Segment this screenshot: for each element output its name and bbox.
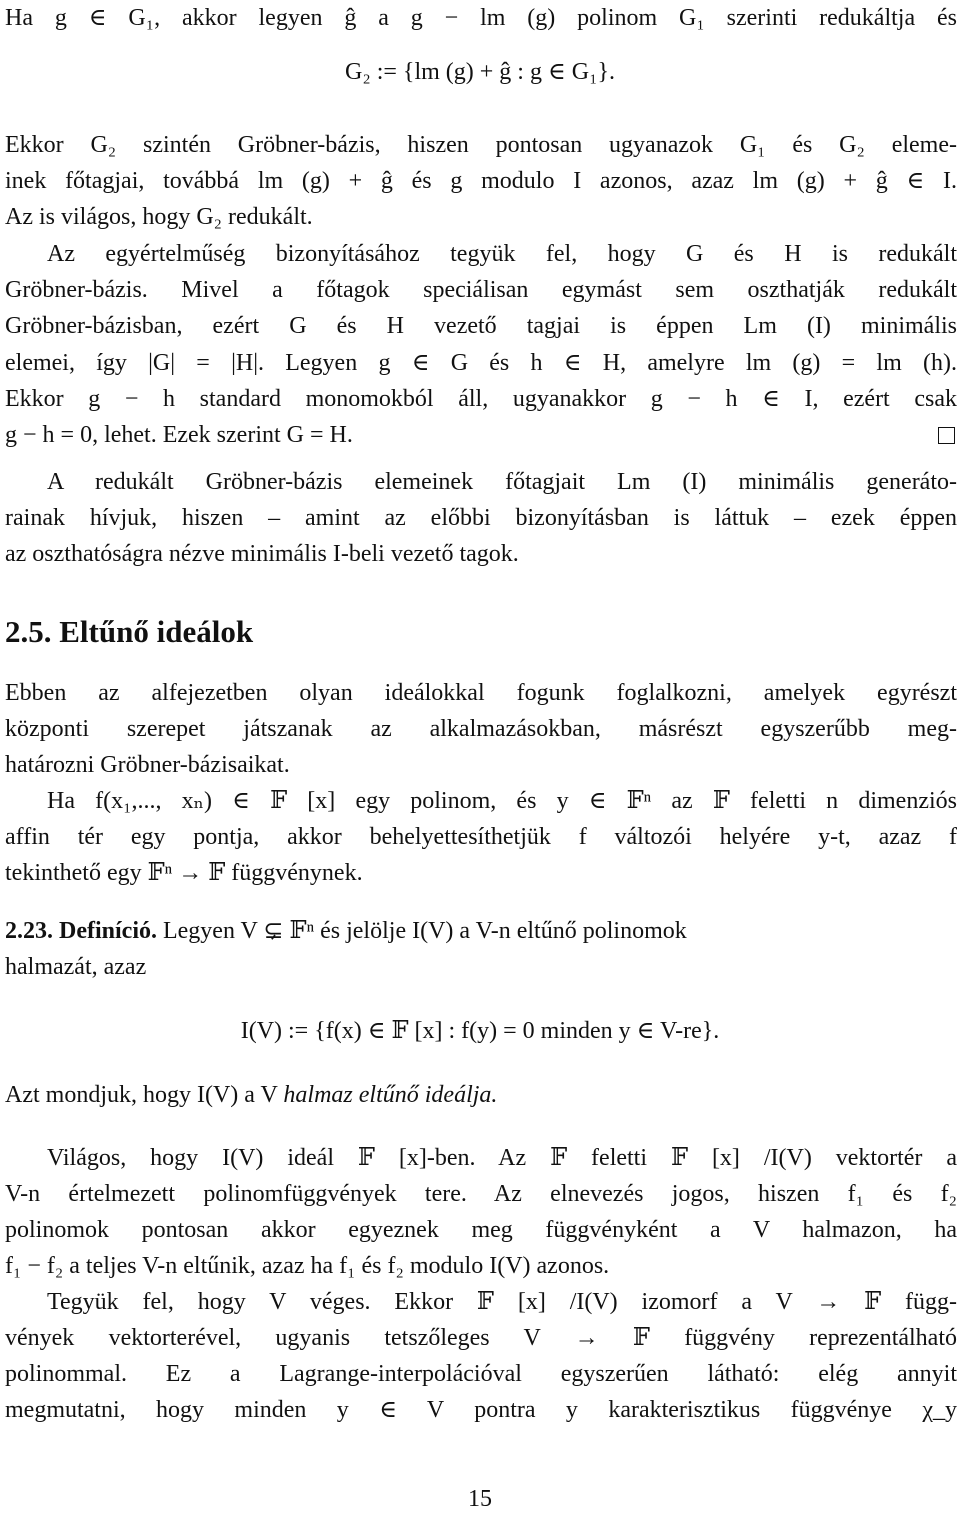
text-line: Gröbner-bázisban, ezért G és H vezető tagjai is éppen Lm (I) minimális (5, 313, 957, 339)
text-line: polinomok pontosan akkor egyeznek meg függvényként a V halmazon, ha (5, 1217, 957, 1243)
text-line: A redukált Gröbner-bázis elemeinek főtagjait Lm (I) minimális generáto- (47, 469, 957, 495)
definition-label: 2.23. Definíció. (5, 918, 157, 944)
text-line: határozni Gröbner-bázisaikat. (5, 752, 290, 778)
text-line: Ha g ∈ G₁, akkor legyen ĝ a g − lm (g) polinom G₁ szerinti redukáltja és (5, 5, 957, 31)
text-line: f₁ − f₂ a teljes V-n eltűnik, azaz ha f₁ és f₂ modulo I(V) azonos. (5, 1253, 610, 1279)
qed-box-icon (938, 427, 955, 444)
text-line: az oszthatóságra nézve minimális I-beli vezető tagok. (5, 541, 519, 567)
text-line: inek főtagjai, továbbá lm (g) + ĝ és g modulo I azonos, azaz lm (g) + ĝ ∈ I. (5, 168, 957, 194)
page-number: 15 (468, 1486, 492, 1512)
definition-text: Azt mondjuk, hogy I(V) a V (5, 1082, 284, 1108)
text-line: Az egyértelműség bizonyításához tegyük fel, hogy G és H is redukált (47, 241, 957, 267)
definition-line (5, 913, 957, 949)
text-line: vények vektorterével, ugyanis tetszőleges V → 𝔽 függvény reprezentálható (5, 1325, 957, 1351)
text-line: központi szerepet játszanak az alkalmazásokban, másrészt egyszerűbb meg- (5, 716, 957, 742)
section-heading: 2.5. Eltűnő ideálok (5, 614, 254, 649)
text-line: g − h = 0, lehet. Ezek szerint G = H. (5, 422, 353, 448)
text-line: Ekkor G₂ szintén Gröbner-bázis, hiszen pontosan ugyanazok G₁ és G₂ eleme- (5, 132, 957, 158)
text-line: megmutatni, hogy minden y ∈ V pontra y karakterisztikus függvénye χ_y (5, 1397, 957, 1423)
text-line: tekinthető egy 𝔽ⁿ → 𝔽 függvénynek. (5, 860, 363, 886)
text-line: halmazát, azaz (5, 954, 147, 980)
text-line: Ha f(x₁,..., xₙ) ∈ 𝔽 [x] egy polinom, és y ∈ 𝔽ⁿ az 𝔽 feletti n dimenziós (47, 788, 957, 814)
text-line: Világos, hogy I(V) ideál 𝔽 [x]-ben. Az 𝔽 feletti 𝔽 [x] /I(V) vektortér a (47, 1145, 958, 1171)
text-line: Tegyük fel, hogy V véges. Ekkor 𝔽 [x] /I(V) izomorf a V → 𝔽 függ- (47, 1289, 957, 1315)
emphasized-text: halmaz eltűnő ideálja. (283, 1082, 498, 1108)
definition-line (5, 1077, 957, 1113)
text-line: elemei, így |G| = |H|. Legyen g ∈ G és h ∈ H, amelyre lm (g) = lm (h). (5, 350, 957, 376)
text-line: Gröbner-bázis. Mivel a főtagok speciálisan egymást sem oszthatják redukált (5, 277, 957, 303)
display-formula: G₂ := {lm (g) + ĝ : g ∈ G₁}. (345, 59, 615, 85)
text-line: Az is világos, hogy G₂ redukált. (5, 204, 313, 230)
text-line: Ebben az alfejezetben olyan ideálokkal fogunk foglalkozni, amelyek egyrészt (5, 680, 957, 706)
text-line: affin tér egy pontja, akkor behelyettesíthetjük f változói helyére y-t, azaz f (5, 824, 957, 850)
display-formula: I(V) := {f(x) ∈ 𝔽 [x] : f(y) = 0 minden y ∈ V-re}. (240, 1018, 720, 1044)
definition-text: Legyen V ⊊ 𝔽ⁿ és jelölje I(V) a V-n eltűnő polinomok (156, 918, 687, 944)
text-line: rainak hívjuk, hiszen – amint az előbbi bizonyításban is láttuk – ezek éppen (5, 505, 957, 531)
text-line: Ekkor g − h standard monomokból áll, ugyanakkor g − h ∈ I, ezért csak (5, 386, 957, 412)
text-line: V-n értelmezett polinomfüggvények tere. Az elnevezés jogos, hiszen f₁ és f₂ (5, 1181, 957, 1207)
text-line: polinommal. Ez a Lagrange-interpolációval egyszerűen látható: elég annyit (5, 1361, 957, 1387)
